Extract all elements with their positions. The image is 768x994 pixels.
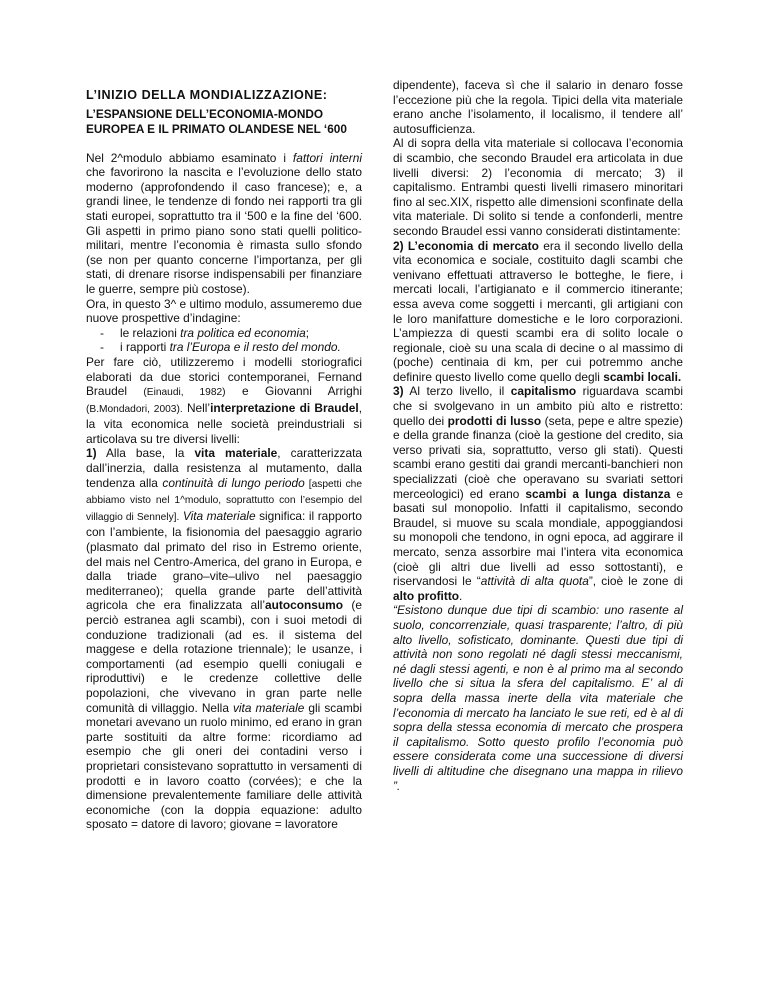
bullet-dash: -	[100, 340, 104, 355]
right-column	[393, 78, 683, 793]
italic-run: fattori interni	[292, 150, 362, 165]
bullet-text: i rapporti tra l’Europa e il resto del mondo.	[120, 340, 341, 355]
bullet-text: le relazioni tra politica ed economia;	[120, 325, 310, 340]
bullet-item	[86, 340, 362, 355]
perspectives-paragraph: Ora, in questo 3^ e ultimo modulo, assumeremo due nuove prospettive d’indagine:	[86, 296, 362, 326]
text-run: che favorirono la nascita e l’evoluzione dello stato moderno (approfondendo il caso francese); e, a grandi linee, le tendenze di fondo nei rapporti tra gli stati europei, soprattutto tra il ‘500 e la fine del ‘600. Gli aspetti in primo piano sono stati quelli politico-militari, mentre l’economia è rimasta sullo sfondo (se non per quanto concerne l’importanza, per gli stati, di drenare risorse indispensabili per finanziare le guerre, sempre più costose).	[86, 165, 362, 296]
braudel-quote: “Esistono dunque due tipi di scambio: uno rasente al suolo, concorrenziale, quasi trasparente; l’altro, di più alto livello, sofisticato, dominante. Questi due tipi di attività non sono regolati né dagli stessi meccanismi, né dagli stessi agenti, e non è al primo ma al secondo livello che si situa la sfera del capitalismo. E’ al di sopra della massa inerte della vita materiale che l’economia di mercato ha lanciato le sue reti, ed è al di sopra della stessa economia di mercato che prospera il capitalismo. Sotto questo profilo l’economia può essere considerata come una successione di diversi livelli di altitudine che disegnano una mappa in rilievo ”.	[393, 603, 683, 793]
exchange-economy-paragraph: Al di sopra della vita materiale si collocava l’economia di scambio, che secondo Braudel era articolata in due livelli diversi: 2) l’economia di mercato; 3) il capitalismo. Entrambi questi livelli rimasero minoritari fino al sec.XIX, rispetto alle dimensioni sconfinate della vita materiale. Di solito si tende a confonderli, mentre secondo Braudel essi vanno considerati distintamente:	[393, 136, 683, 238]
market-economy-paragraph: 2) L’economia di mercato era il secondo livello della vita economica e sociale, costituito dagli scambi che venivano effettuati attraverso le botteghe, le fiere, i mercati locali, l’artigianato e il commercio itinerante; essa aveva come soggetti i mercanti, gli artigiani con le loro manifatture domestiche e le loro corporazioni. L’ampiezza di questi scambi era di solito locale o regionale, cioè su una scala di decine o al massimo di (poche) centinaia di km, per cui potremmo anche definire questo livello come quello degli scambi locali.	[393, 238, 683, 384]
continuation-paragraph: dipendente), faceva sì che il salario in denaro fosse l’eccezione più che la regola. Tipici della vita materiale erano anche l’isolamento, il localismo, il tendere all’ autosufficienza.	[393, 78, 683, 136]
method-paragraph: Per fare ciò, utilizzeremo i modelli storiografici elaborati da due storici contemporanei, Fernand Braudel (Einaudi, 1982) e Giovanni Arrighi (B.Mondadori, 2003). Nell’interpretazione di Braudel, la vita economica nelle società preindustriali si articolava su tre diversi livelli:	[86, 354, 362, 446]
material-life-paragraph: 1) Alla base, la vita materiale, caratterizzata dall’inerzia, dalla resistenza al mutamento, dalla tendenza alla continuità di lungo periodo [aspetti che abbiamo visto nel 1^modulo, soprattutto con l’esempio del villaggio di Sennely]. Vita materiale significa: il rapporto con l’ambiente, la fisionomia del paesaggio agrario (plasmato dal primato del riso in Estremo oriente, del mais nel Centro-America, del grano in Europa, e dalla triade grano–vite–ulivo nel paesaggio mediterraneo); quella grande parte dell’attività agricola che era finalizzata all’autoconsumo (e perciò estranea agli scambi), con i suoi metodi di conduzione tradizionali (ad es. il sistema del maggese e della rotazione triennale); le usanze, i comportamenti (ad esempio quelli coniugali e riproduttivi) e le credenze collettive delle popolazioni, che vivevano in gran parte nelle comunità di villaggio. Nella vita materiale gli scambi monetari avevano un ruolo minimo, ed erano in gran parte sostituiti da altre forme: ricordiamo ad esempio che gli oneri dei contadini verso i proprietari consistevano soprattutto in versamenti di prodotti e in lavoro coatto (corvées); e che la dimensione prevalentemente familiare delle attività economiche (con la doppia equazione: adulto sposato = datore di lavoro; giovane = lavoratore	[86, 446, 363, 832]
bullet-item	[86, 326, 362, 341]
subtitle-line-2: EUROPEA E IL PRIMATO OLANDESE NEL ‘600	[86, 121, 347, 136]
page-title: L’INIZIO DELLA MONDIALIZZAZIONE:	[86, 88, 328, 102]
text-run: Nel 2^modulo abbiamo esaminato i	[86, 150, 293, 165]
intro-paragraph	[86, 151, 362, 297]
left-column	[86, 78, 362, 832]
capitalism-paragraph: 3) Al terzo livello, il capitalismo riguardava scambi che si svolgevano in un ambito più alto e ristretto: quello dei prodotti di lusso (seta, pepe e altre spezie) e della grande finanza (cioè la gestione del credito, sia verso privati sia, soprattutto, verso gli stati). Questi scambi erano gestiti dai grandi mercanti-banchieri non specializzati (cioè che operavano su svariati settori merceologici) ed erano scambi a lunga distanza e basati sul monopolio. Infatti il capitalismo, secondo Braudel, si muove su scala mondiale, appoggiandosi su monopoli che tendono, in ogni epoca, ad aggirare il mercato, senza assorbire mai l’intera vita economica (cioè gli altri due livelli ad esso sottostanti), e riservandosi le “attività di alta quota”, cioè le zone di alto profitto.	[393, 384, 683, 603]
bullet-dash: -	[100, 325, 104, 340]
page-subtitle	[86, 107, 362, 137]
subtitle-line-1: L’ESPANSIONE DELL’ECONOMIA-MONDO	[86, 106, 324, 121]
